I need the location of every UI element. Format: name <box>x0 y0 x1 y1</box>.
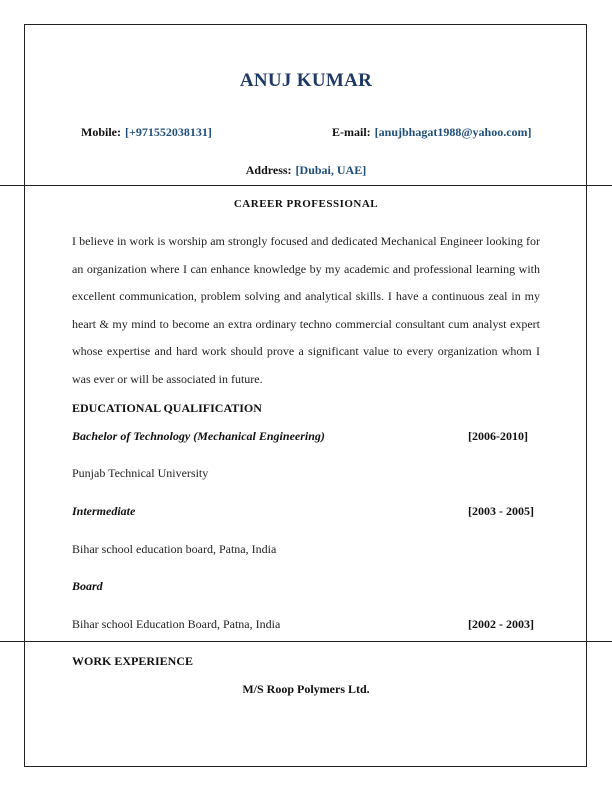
years-btech: [2006-2010] <box>468 429 528 443</box>
degree-btech: Bachelor of Technology (Mechanical Engineering) <box>72 429 325 443</box>
company-name: M/S Roop Polymers Ltd. <box>242 682 370 696</box>
education-divider <box>0 641 612 642</box>
degree-intermediate: Intermediate <box>72 504 136 518</box>
mobile-line <box>81 123 212 141</box>
mobile-value: [+971552038131] <box>125 125 212 139</box>
institution-intermediate: Bihar school education board, Patna, India <box>72 542 277 556</box>
career-heading: CAREER PROFESSIONAL <box>233 198 379 210</box>
header-divider <box>0 185 612 186</box>
email-value: [anujbhagat1988@yahoo.com] <box>374 125 532 139</box>
address-value: [Dubai, UAE] <box>295 163 367 177</box>
work-heading: WORK EXPERIENCE <box>72 654 194 668</box>
education-heading: EDUCATIONAL QUALIFICATION <box>72 401 262 415</box>
years-board: [2002 - 2003] <box>468 617 534 631</box>
email-label: E-mail: <box>332 125 371 139</box>
career-summary: I believe in work is worship am strongly focused and dedicated Mechanical Engineer looking for an organization where I can enhance knowledge by my academic and professional learning with excellent communication, problem solving and analytical skills. I have a continuous zeal in my heart & my mind to become an extra ordinary techno commercial consultant cum analyst expert whose expertise and hard work should prove a significant value to every organization whom I was ever or will be associated in future. <box>72 234 540 386</box>
address-label: Address: <box>245 163 292 177</box>
mobile-label: Mobile: <box>81 125 121 139</box>
years-intermediate: [2003 - 2005] <box>468 504 534 518</box>
institution-board: Bihar school Education Board, Patna, India <box>72 617 281 631</box>
address-line <box>0 161 612 179</box>
degree-board: Board <box>72 579 103 593</box>
institution-btech: Punjab Technical University <box>72 466 209 480</box>
email-line <box>332 123 532 141</box>
candidate-name: ANUJ KUMAR <box>239 70 373 91</box>
